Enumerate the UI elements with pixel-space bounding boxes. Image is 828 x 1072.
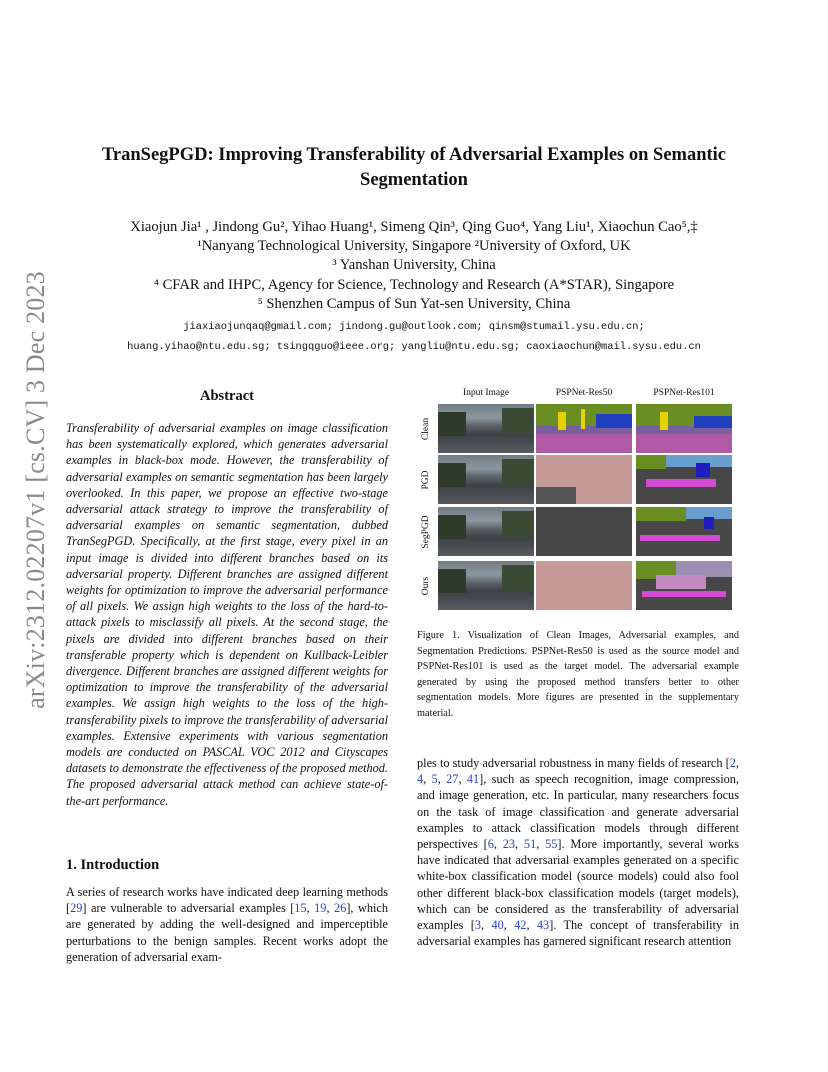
citation-link[interactable]: 2 bbox=[729, 756, 736, 770]
seg-res50-pgd bbox=[536, 455, 632, 504]
paper-title bbox=[60, 143, 768, 193]
row-label-clean bbox=[416, 404, 436, 453]
title-line-2: Segmentation bbox=[360, 170, 468, 190]
col-header-res50: PSPNet-Res50 bbox=[555, 388, 613, 398]
affiliation-1: ¹Nanyang Technological University, Singapore ²University of Oxford, UK bbox=[197, 238, 631, 255]
email-line-2: huang.yihao@ntu.edu.sg; tsingqguo@ieee.org; yangliu@ntu.edu.sg; caoxiaochun@mail.sysu.edu.cn bbox=[127, 341, 701, 353]
seg-res101-segpgd bbox=[636, 507, 732, 556]
citation-link[interactable]: 27 bbox=[446, 772, 459, 787]
citation-link[interactable]: 26 bbox=[334, 901, 347, 916]
seg-res50-clean bbox=[536, 404, 632, 453]
seg-res101-clean bbox=[636, 404, 732, 453]
seg-res101-ours bbox=[636, 561, 732, 610]
body-text: ]. More importantly, several works have indicated that adversarial examples generated on a specific white-box classification model (source models) could also fool other different black-box classification models (target models), which can be considered as the transferability of adversarial examples [ bbox=[417, 837, 739, 933]
row-label-pgd-text: PGD bbox=[421, 469, 431, 490]
affiliation-3: ³ Yanshan University, China bbox=[332, 257, 496, 274]
author-block bbox=[60, 218, 768, 314]
intro-text: , bbox=[306, 901, 315, 916]
email-block bbox=[40, 317, 788, 357]
input-image-segpgd bbox=[438, 507, 534, 556]
citation-link[interactable]: 43 bbox=[536, 918, 550, 933]
intro-text: ], which are generated by adding the well-designed and imperceptible perturbations to the benign samples. Recent works adopt the generation of adversarial exam- bbox=[66, 901, 389, 964]
row-label-pgd bbox=[416, 455, 436, 504]
row-label-segpgd bbox=[416, 507, 436, 556]
row-label-ours-text: Ours bbox=[421, 576, 431, 595]
citation-link[interactable]: 15 bbox=[294, 901, 307, 916]
seg-res101-pgd bbox=[636, 455, 732, 504]
body-text: ]. The concept of transferability in adversarial examples has garnered significant research attention bbox=[417, 918, 740, 949]
col-header-input: Input Image bbox=[462, 388, 510, 398]
body-text: , bbox=[458, 772, 467, 787]
citation-link[interactable]: 6 bbox=[487, 837, 494, 852]
abstract-text: Transferability of adversarial examples on image classification has been systematically explored, which generates adversarial examples in black-box mode. However, the transferability of adversarial examples on semantic segmentation has been largely overlooked. In this paper, we propose an effective two-stage adversarial attack strategy to improve the transferability of adversarial examples on semantic segmentation, dubbed TranSegPGD. Specifically, at the first stage, every pixel in an input image is divided into different branches based on its adversarial property. Different branches are assigned different weights for optimization to improve the adversarial performance of all pixels. We assign high weights to the loss of the hard-to-attack pixels to misclassify all pixels. At the second stage, the pixels are divided into different branches based on their transferable property which is dependent on Kullback-Leibler divergence. Different branches are assigned different weights for optimization to improve the transferability of the adversarial examples. We assign high weights to the loss of the high-transferability pixels to improve the transferability of adversarial examples. Extensive experiments with various segmentation models are conducted on PASCAL VOC 2012 and Cityscapes datasets to demonstrate the effectiveness of the proposed method. The proposed adversarial attack method can achieve state-of-the-art performance. bbox=[66, 421, 388, 808]
citation-link[interactable]: 4 bbox=[417, 772, 424, 787]
citation-link[interactable]: 40 bbox=[491, 918, 504, 933]
intro-heading: 1. Introduction bbox=[66, 857, 160, 873]
col-header-res101: PSPNet-Res101 bbox=[653, 388, 715, 398]
body-text: , bbox=[536, 837, 546, 852]
figure-caption: Figure 1. Visualization of Clean Images, Adversarial examples, and Segmentation Predictions. PSPNet-Res50 is used as the source model and PSPNet-Res101 is used as the target model. The adversarial example generated by using the proposed method transfers better to other segmentation models. More figures are presented in the supplementary material. bbox=[417, 630, 739, 719]
citation-link[interactable]: 29 bbox=[70, 901, 83, 916]
body-text: , bbox=[481, 918, 492, 933]
title-line-1: TranSegPGD: Improving Transferability of Adversarial Examples on Semantic bbox=[101, 145, 727, 165]
affiliation-4: ⁴ CFAR and IHPC, Agency for Science, Technology and Research (A*STAR), Singapore bbox=[153, 276, 675, 293]
abstract-heading: Abstract bbox=[200, 388, 254, 404]
citation-link[interactable]: 51 bbox=[523, 837, 537, 852]
row-label-ours bbox=[416, 561, 436, 610]
citation-link[interactable]: 5 bbox=[431, 772, 438, 787]
seg-res50-ours bbox=[536, 561, 632, 610]
arxiv-stamp-text: arXiv:2312.02207v1 [cs.CV] 3 Dec 2023 bbox=[21, 271, 50, 709]
row-label-clean-text: Clean bbox=[421, 417, 431, 440]
citation-link[interactable]: 19 bbox=[314, 901, 327, 916]
body-text: , bbox=[437, 772, 447, 787]
body-text: , bbox=[515, 837, 524, 852]
body-text: , bbox=[503, 918, 515, 933]
row-label-segpgd-text: SegPGD bbox=[421, 514, 431, 549]
body-text: , bbox=[493, 837, 503, 852]
affiliation-5: ⁵ Shenzhen Campus of Sun Yat-sen University, China bbox=[257, 295, 571, 312]
body-text: ples to study adversarial robustness in many fields of research [ bbox=[417, 756, 730, 770]
citation-link[interactable]: 55 bbox=[545, 837, 558, 852]
intro-text: ] are vulnerable to adversarial examples [ bbox=[82, 901, 295, 916]
body-text: , bbox=[735, 756, 739, 770]
body-text: , bbox=[423, 772, 432, 787]
body-text: ], such as speech recognition, image compression, and image generation, etc. In particular, many researchers focus on the task of image classification and generate adversarial examples to attack classification models through different perspectives [ bbox=[417, 772, 739, 852]
input-image-clean bbox=[438, 404, 534, 453]
intro-paragraph bbox=[66, 884, 388, 965]
citation-link[interactable]: 41 bbox=[466, 772, 480, 787]
intro-text: , bbox=[326, 901, 335, 916]
input-image-pgd bbox=[438, 455, 534, 504]
citation-link[interactable]: 42 bbox=[514, 918, 527, 933]
right-column-paragraph bbox=[417, 755, 739, 949]
email-line-1: jiaxiaojunqaq@gmail.com; jindong.gu@outlook.com; qinsm@stumail.ysu.edu.cn; bbox=[183, 321, 645, 333]
input-image-ours bbox=[438, 561, 534, 610]
citation-link[interactable]: 23 bbox=[502, 837, 516, 852]
intro-text: A series of research works have indicated deep learning methods [ bbox=[66, 885, 388, 916]
body-text: , bbox=[526, 918, 537, 933]
author-names: Xiaojun Jia¹ , Jindong Gu², Yihao Huang¹, Simeng Qin³, Qing Guo⁴, Yang Liu¹, Xiaochun Cao⁵,‡ bbox=[130, 219, 698, 235]
citation-link[interactable]: 3 bbox=[474, 918, 482, 933]
seg-res50-segpgd bbox=[536, 507, 632, 556]
figure-1 bbox=[416, 388, 740, 618]
